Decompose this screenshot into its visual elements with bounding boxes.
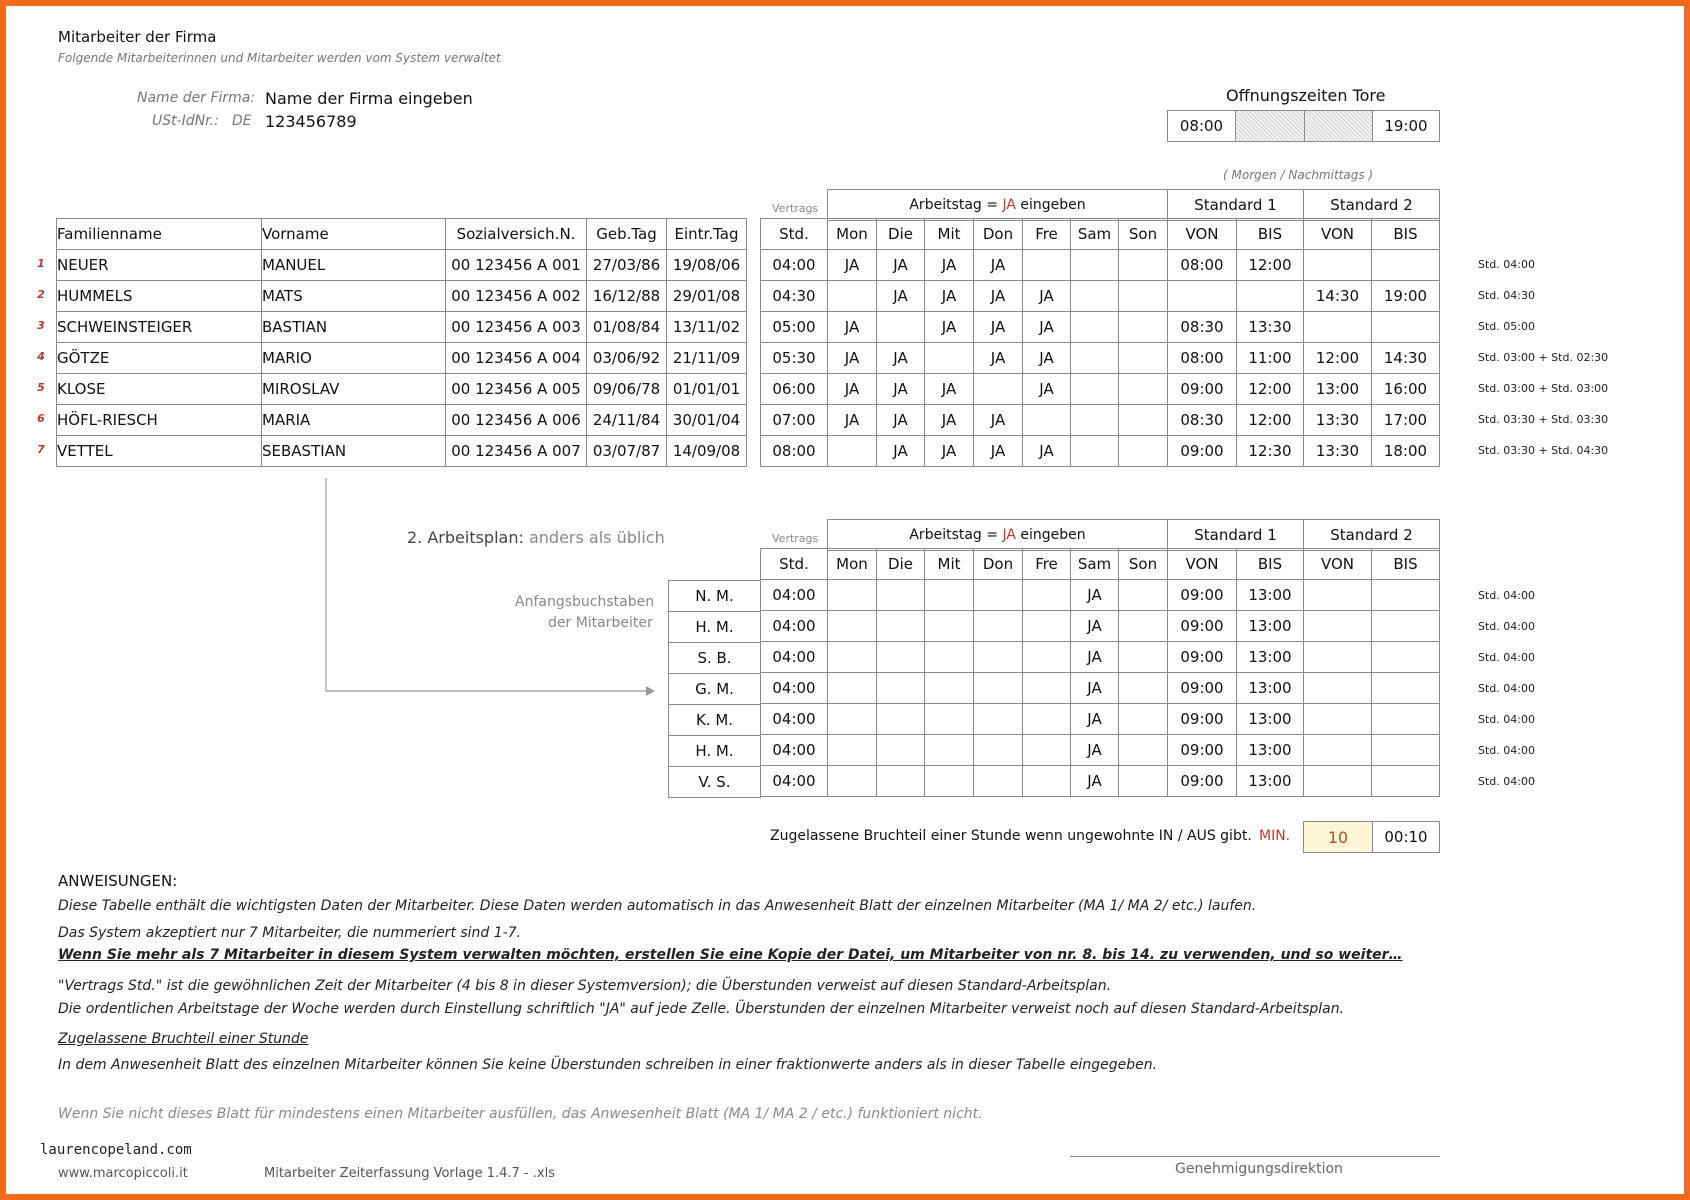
schedule2-cell-bis1[interactable]: 13:00 (1237, 580, 1304, 611)
schedule2-cell-son[interactable] (1119, 611, 1168, 642)
initials-cell[interactable]: H. M. (669, 736, 761, 767)
schedule-cell-std[interactable]: 07:00 (761, 405, 828, 436)
schedule2-cell-bis2[interactable] (1372, 766, 1440, 797)
row-hours-note: Std. 04:30 (1478, 289, 1535, 302)
vertrags-label: Vertrags (772, 202, 819, 215)
schedule2-cell-sam[interactable]: JA (1071, 766, 1119, 797)
schedule-cell-bis1[interactable]: 12:00 (1237, 405, 1304, 436)
plan2-title: 2. Arbeitsplan: (407, 528, 524, 547)
schedule2-cell-von1[interactable]: 09:00 (1168, 642, 1237, 673)
row-hours-note: Std. 04:00 (1478, 713, 1535, 726)
schedule-cell-don[interactable]: JA (974, 436, 1023, 467)
schedule-cell-mon[interactable]: JA (828, 374, 877, 405)
schedule2-cell-bis2[interactable] (1372, 580, 1440, 611)
schedule2-cell-mon[interactable] (828, 611, 877, 642)
schedule-cell-von1[interactable]: 09:00 (1168, 436, 1237, 467)
schedule2-cell-die[interactable] (877, 673, 925, 704)
employee-familienname[interactable]: HÖFL-RIESCH (57, 405, 262, 436)
schedule-cell-bis1[interactable]: 12:30 (1237, 436, 1304, 467)
gates-open-field[interactable]: 08:00 (1168, 111, 1236, 142)
schedule-cell-die[interactable]: JA (877, 281, 925, 312)
schedule2-cell-sam[interactable]: JA (1071, 704, 1119, 735)
employee-sozial[interactable]: 00 123456 A 007 (446, 436, 587, 467)
schedule-cell-von2[interactable]: 14:30 (1304, 281, 1372, 312)
schedule2-cell-son[interactable] (1119, 735, 1168, 766)
col-fre: Fre (1023, 219, 1071, 250)
schedule2-cell-bis1[interactable]: 13:00 (1237, 766, 1304, 797)
employee-familienname[interactable]: NEUER (57, 250, 262, 281)
schedule2-cell-fre[interactable] (1023, 611, 1071, 642)
signature-line (1070, 1156, 1440, 1157)
employee-eintr[interactable]: 21/11/09 (667, 343, 747, 374)
col-familienname: Familienname (57, 219, 262, 250)
employee-vorname[interactable]: BASTIAN (262, 312, 446, 343)
schedule2-cell-sam[interactable]: JA (1071, 642, 1119, 673)
schedule2-cell-bis2[interactable] (1372, 704, 1440, 735)
row-number: 4 (37, 350, 45, 363)
col-sozial: Sozialversich.N. (446, 219, 587, 250)
schedule2-cell-von1[interactable]: 09:00 (1168, 673, 1237, 704)
schedule2-cell-die[interactable] (877, 704, 925, 735)
col-bis1: BIS (1237, 219, 1304, 250)
employee-familienname[interactable]: HUMMELS (57, 281, 262, 312)
approval-label: Genehmigungsdirektion (1175, 1161, 1343, 1177)
standard2-header: Standard 2 (1304, 190, 1440, 221)
initials-label1: Anfangsbuchstaben (515, 594, 655, 610)
employee-eintr[interactable]: 30/01/04 (667, 405, 747, 436)
row-hours-note: Std. 04:00 (1478, 258, 1535, 271)
schedule2-cell-von1[interactable]: 09:00 (1168, 580, 1237, 611)
schedule-cell-bis1[interactable]: 12:00 (1237, 250, 1304, 281)
schedule2-cell-don[interactable] (974, 673, 1023, 704)
schedule2-cell-fre[interactable] (1023, 642, 1071, 673)
schedule-cell-von1[interactable]: 08:30 (1168, 405, 1237, 436)
instruction-warning: Wenn Sie nicht dieses Blatt für mindestens einen Mitarbeiter ausfüllen, das Anwesenheit Blatt (MA 1/ MA 2 / etc.) funktioniert nicht. (58, 1106, 983, 1122)
schedule2-cell-bis1[interactable]: 13:00 (1237, 673, 1304, 704)
instruction-line: In dem Anwesenheit Blatt des einzelnen Mitarbeiter können Sie keine Überstunden schreiben in einer fraktionwerte anders als in dieser Tabelle eingegeben. (58, 1057, 1158, 1073)
row-hours-note: Std. 04:00 (1478, 620, 1535, 633)
schedule-cell-bis2[interactable]: 14:30 (1372, 343, 1440, 374)
row-number: 7 (37, 443, 45, 456)
fraction-label: Zugelassene Bruchteil einer Stunde wenn ungewohnte IN / AUS gibt. (770, 828, 1252, 844)
schedule2-cell-bis1[interactable]: 13:00 (1237, 704, 1304, 735)
schedule2-cell-von1[interactable]: 09:00 (1168, 735, 1237, 766)
footer-template: Mitarbeiter Zeiterfassung Vorlage 1.4.7 - .xls (264, 1166, 555, 1181)
employee-vorname[interactable]: MARIA (262, 405, 446, 436)
schedule2-cell-don[interactable] (974, 611, 1023, 642)
schedule-cell-std[interactable]: 08:00 (761, 436, 828, 467)
employee-sozial[interactable]: 00 123456 A 002 (446, 281, 587, 312)
schedule2-cell-von2[interactable] (1304, 580, 1372, 611)
schedule2-cell-bis2[interactable] (1372, 735, 1440, 766)
schedule-cell-mon[interactable]: JA (828, 343, 877, 374)
schedule-cell-bis1[interactable]: 11:00 (1237, 343, 1304, 374)
schedule2-cell-mit[interactable] (925, 611, 974, 642)
vat-field[interactable]: 123456789 (265, 112, 357, 131)
schedule-cell-die[interactable]: JA (877, 343, 925, 374)
schedule-cell-std[interactable]: 05:00 (761, 312, 828, 343)
schedule2-cell-mon[interactable] (828, 704, 877, 735)
schedule-cell-std[interactable]: 04:30 (761, 281, 828, 312)
schedule-cell-std[interactable]: 04:00 (761, 250, 828, 281)
row-hours-note: Std. 04:00 (1478, 682, 1535, 695)
schedule2-cell-bis2[interactable] (1372, 673, 1440, 704)
arbeitstag-ja: JA (1002, 197, 1016, 213)
employee-vorname[interactable]: MIROSLAV (262, 374, 446, 405)
initials-cell[interactable]: G. M. (669, 674, 761, 705)
col-sam: Sam (1071, 549, 1119, 580)
schedule-cell-bis1[interactable]: 12:00 (1237, 374, 1304, 405)
instruction-line: Das System akzeptiert nur 7 Mitarbeiter, die nummeriert sind 1-7. (58, 925, 522, 941)
vat-label: USt-IdNr.: (152, 113, 219, 129)
schedule2-cell-fre[interactable] (1023, 735, 1071, 766)
fraction-time-field: 00:10 (1373, 822, 1440, 853)
schedule-cell-fre[interactable]: JA (1023, 281, 1071, 312)
employee-familienname[interactable]: SCHWEINSTEIGER (57, 312, 262, 343)
employee-eintr[interactable]: 29/01/08 (667, 281, 747, 312)
schedule-cell-fre[interactable]: JA (1023, 343, 1071, 374)
footer-site[interactable]: www.marcopiccoli.it (58, 1166, 188, 1181)
schedule2-cell-von1[interactable]: 09:00 (1168, 704, 1237, 735)
row-hours-note: Std. 04:00 (1478, 775, 1535, 788)
schedule-cell-die[interactable]: JA (877, 250, 925, 281)
schedule2-cell-sam[interactable]: JA (1071, 735, 1119, 766)
schedule2-cell-mon[interactable] (828, 735, 877, 766)
schedule2-cell-die[interactable] (877, 735, 925, 766)
row-hours-note: Std. 03:00 + Std. 03:00 (1478, 382, 1609, 395)
schedule2-cell-don[interactable] (974, 580, 1023, 611)
standard1-header-2: Standard 1 (1168, 520, 1304, 551)
schedule-cell-von2[interactable]: 13:30 (1304, 405, 1372, 436)
schedule2-cell-von2[interactable] (1304, 766, 1372, 797)
gates-note: ( Morgen / Nachmittags ) (1223, 168, 1374, 182)
schedule2-cell-von2[interactable] (1304, 704, 1372, 735)
schedule2-cell-son[interactable] (1119, 766, 1168, 797)
col-von1: VON (1168, 549, 1237, 580)
schedule-cell-std[interactable]: 06:00 (761, 374, 828, 405)
schedule2-cell-mit[interactable] (925, 704, 974, 735)
schedule2-cell-von2[interactable] (1304, 735, 1372, 766)
arbeitstag-header-2 (828, 520, 1168, 551)
schedule-cell-von2[interactable]: 12:00 (1304, 343, 1372, 374)
schedule-cell-von2[interactable]: 13:00 (1304, 374, 1372, 405)
col-fre: Fre (1023, 549, 1071, 580)
schedule2-cell-mit[interactable] (925, 766, 974, 797)
schedule2-cell-std[interactable]: 04:00 (761, 611, 828, 642)
schedule-cell-don[interactable]: JA (974, 312, 1023, 343)
employee-geb[interactable]: 16/12/88 (587, 281, 667, 312)
col-die: Die (877, 549, 925, 580)
row-hours-note: Std. 03:30 + Std. 03:30 (1478, 413, 1609, 426)
employee-geb[interactable]: 09/06/78 (587, 374, 667, 405)
schedule2-cell-die[interactable] (877, 611, 925, 642)
row-number: 5 (37, 381, 45, 394)
col-don: Don (974, 549, 1023, 580)
row-number: 2 (37, 288, 45, 301)
employee-sozial[interactable]: 00 123456 A 005 (446, 374, 587, 405)
employee-eintr[interactable]: 13/11/02 (667, 312, 747, 343)
schedule2-cell-mon[interactable] (828, 642, 877, 673)
schedule-table-2 (760, 548, 1440, 797)
col-eintr: Eintr.Tag (667, 219, 747, 250)
schedule2-cell-son[interactable] (1119, 580, 1168, 611)
schedule-cell-bis2[interactable]: 17:00 (1372, 405, 1440, 436)
schedule-cell-von1[interactable]: 08:30 (1168, 312, 1237, 343)
row-number: 3 (37, 319, 45, 332)
row-hours-note: Std. 03:00 + Std. 02:30 (1478, 351, 1609, 364)
schedule2-cell-std[interactable]: 04:00 (761, 673, 828, 704)
employee-sozial[interactable]: 00 123456 A 001 (446, 250, 587, 281)
arbeitstag-pre: Arbeitstag = (909, 527, 999, 543)
employee-familienname[interactable]: KLOSE (57, 374, 262, 405)
initials-cell[interactable]: V. S. (669, 767, 761, 798)
schedule-cell-fre[interactable]: JA (1023, 436, 1071, 467)
schedule2-cell-std[interactable]: 04:00 (761, 642, 828, 673)
schedule2-cell-mon[interactable] (828, 580, 877, 611)
schedule2-cell-std[interactable]: 04:00 (761, 735, 828, 766)
row-hours-note: Std. 04:00 (1478, 589, 1535, 602)
employee-vorname[interactable]: SEBASTIAN (262, 436, 446, 467)
schedule2-cell-bis2[interactable] (1372, 642, 1440, 673)
schedule2-cell-bis1[interactable]: 13:00 (1237, 735, 1304, 766)
fraction-table (1303, 821, 1440, 853)
col-std: Std. (761, 549, 828, 580)
initials-cell[interactable]: N. M. (669, 581, 761, 612)
schedule2-cell-mon[interactable] (828, 766, 877, 797)
schedule-cell-die[interactable]: JA (877, 405, 925, 436)
schedule2-cell-mit[interactable] (925, 580, 974, 611)
schedule2-cell-von2[interactable] (1304, 642, 1372, 673)
schedule-cell-von1[interactable]: 08:00 (1168, 343, 1237, 374)
col-von1: VON (1168, 219, 1237, 250)
employee-vorname[interactable]: MATS (262, 281, 446, 312)
initials-cell[interactable]: S. B. (669, 643, 761, 674)
schedule-cell-mon[interactable]: JA (828, 405, 877, 436)
row-hours-note: Std. 05:00 (1478, 320, 1535, 333)
employee-sozial[interactable]: 00 123456 A 004 (446, 343, 587, 374)
page-title: Mitarbeiter der Firma (58, 28, 217, 46)
table2-group-header (827, 519, 1440, 551)
col-bis1: BIS (1237, 549, 1304, 580)
initials-cell[interactable]: H. M. (669, 612, 761, 643)
col-mit: Mit (925, 549, 974, 580)
gates-close-field[interactable]: 19:00 (1373, 111, 1440, 142)
instruction-line: Diese Tabelle enthält die wichtigsten Daten der Mitarbeiter. Diese Daten werden automatisch in das Anwesenheit Blatt der einzelnen Mitarbeiter (MA 1/ MA 2/ etc.) laufen. (58, 898, 1257, 914)
col-son: Son (1119, 219, 1168, 250)
schedule-cell-von1[interactable]: 08:00 (1168, 250, 1237, 281)
employee-vorname[interactable]: MANUEL (262, 250, 446, 281)
schedule2-cell-die[interactable] (877, 766, 925, 797)
schedule-cell-von1[interactable]: 09:00 (1168, 374, 1237, 405)
schedule-cell-mon[interactable]: JA (828, 312, 877, 343)
schedule-cell-bis2[interactable]: 16:00 (1372, 374, 1440, 405)
schedule-cell-bis1[interactable]: 13:30 (1237, 312, 1304, 343)
schedule-cell-fre[interactable]: JA (1023, 374, 1071, 405)
instructions-heading: ANWEISUNGEN: (58, 872, 178, 890)
schedule-cell-mit[interactable]: JA (925, 250, 974, 281)
schedule-cell-don[interactable]: JA (974, 281, 1023, 312)
employee-familienname[interactable]: GÖTZE (57, 343, 262, 374)
vertrags-label-2: Vertrags (772, 532, 819, 545)
initials-table (668, 580, 761, 798)
schedule-cell-fre[interactable]: JA (1023, 312, 1071, 343)
standard2-header-2: Standard 2 (1304, 520, 1440, 551)
schedule2-cell-bis1[interactable]: 13:00 (1237, 611, 1304, 642)
schedule-cell-don[interactable]: JA (974, 343, 1023, 374)
col-mon: Mon (828, 549, 877, 580)
employee-geb[interactable]: 27/03/86 (587, 250, 667, 281)
schedule2-cell-std[interactable]: 04:00 (761, 704, 828, 735)
col-mon: Mon (828, 219, 877, 250)
col-bis2: BIS (1372, 549, 1440, 580)
schedule2-cell-bis2[interactable] (1372, 611, 1440, 642)
schedule-cell-mon[interactable]: JA (828, 250, 877, 281)
schedule2-cell-mit[interactable] (925, 735, 974, 766)
arbeitstag-pre: Arbeitstag = (909, 197, 999, 213)
schedule2-cell-don[interactable] (974, 766, 1023, 797)
schedule2-cell-mon[interactable] (828, 673, 877, 704)
schedule-cell-mit[interactable]: JA (925, 374, 974, 405)
company-name-label: Name der Firma: (137, 90, 256, 106)
schedule-cell-die[interactable]: JA (877, 436, 925, 467)
schedule2-cell-son[interactable] (1119, 642, 1168, 673)
instruction-line: "Vertrags Std." ist die gewöhnlichen Zeit der Mitarbeiter (4 bis 8 in dieser Systemversion); die Überstunden verweist auf diesen Standard-Arbeitsplan. (58, 978, 1112, 994)
row-number: 6 (37, 412, 45, 425)
employee-eintr[interactable]: 01/01/01 (667, 374, 747, 405)
schedule-cell-don[interactable]: JA (974, 405, 1023, 436)
schedule-cell-die[interactable]: JA (877, 374, 925, 405)
schedule-cell-mit[interactable]: JA (925, 405, 974, 436)
schedule2-cell-von1[interactable]: 09:00 (1168, 611, 1237, 642)
schedule2-cell-fre[interactable] (1023, 704, 1071, 735)
schedule-cell-don[interactable]: JA (974, 250, 1023, 281)
schedule2-cell-don[interactable] (974, 735, 1023, 766)
schedule2-cell-mit[interactable] (925, 642, 974, 673)
initials-label2: der Mitarbeiter (548, 615, 653, 631)
fraction-min-label: MIN. (1259, 828, 1291, 844)
schedule2-cell-don[interactable] (974, 642, 1023, 673)
arbeitstag-post: eingeben (1020, 527, 1086, 543)
col-die: Die (877, 219, 925, 250)
col-sam: Sam (1071, 219, 1119, 250)
schedule2-cell-von1[interactable]: 09:00 (1168, 766, 1237, 797)
schedule2-cell-von2[interactable] (1304, 611, 1372, 642)
schedule-cell-mit[interactable]: JA (925, 436, 974, 467)
instruction-line-bold: Wenn Sie mehr als 7 Mitarbeiter in diesem System verwalten möchten, erstellen Sie eine Kopie der Datei, um Mitarbeiter von nr. 8. bis 14. zu verwenden, und so weiter… (58, 947, 1403, 963)
vat-prefix: DE (232, 113, 252, 129)
employee-geb[interactable]: 01/08/84 (587, 312, 667, 343)
employee-familienname[interactable]: VETTEL (57, 436, 262, 467)
standard1-header: Standard 1 (1168, 190, 1304, 221)
company-name-field[interactable]: Name der Firma eingeben (265, 89, 473, 108)
schedule2-cell-don[interactable] (974, 704, 1023, 735)
schedule2-cell-sam[interactable]: JA (1071, 673, 1119, 704)
schedule2-cell-die[interactable] (877, 642, 925, 673)
schedule2-cell-std[interactable]: 04:00 (761, 766, 828, 797)
employee-geb[interactable]: 03/07/87 (587, 436, 667, 467)
col-von2: VON (1304, 549, 1372, 580)
arbeitstag-ja: JA (1002, 527, 1016, 543)
schedule-cell-std[interactable]: 05:30 (761, 343, 828, 374)
row-hours-note: Std. 04:00 (1478, 651, 1535, 664)
employee-geb[interactable]: 03/06/92 (587, 343, 667, 374)
row-hours-note: Std. 03:30 + Std. 04:30 (1478, 444, 1609, 457)
schedule2-cell-std[interactable]: 04:00 (761, 580, 828, 611)
instruction-line: Die ordentlichen Arbeitstage der Woche werden durch Einstellung schriftlich "JA" auf jede Zelle. Überstunden der einzelnen Mitarbeiter verweist noch auf diesen Standard-Arbeitsplan. (58, 1001, 1345, 1017)
col-von2: VON (1304, 219, 1372, 250)
col-vorname: Vorname (262, 219, 446, 250)
schedule2-cell-die[interactable] (877, 580, 925, 611)
schedule2-cell-sam[interactable]: JA (1071, 611, 1119, 642)
initials-cell[interactable]: K. M. (669, 705, 761, 736)
fraction-min-field[interactable]: 10 (1304, 822, 1373, 853)
col-geb: Geb.Tag (587, 219, 667, 250)
page-subtitle: Folgende Mitarbeiterinnen und Mitarbeiter werden vom System verwaltet (58, 51, 501, 65)
employee-eintr[interactable]: 19/08/06 (667, 250, 747, 281)
schedule2-cell-son[interactable] (1119, 704, 1168, 735)
col-bis2: BIS (1372, 219, 1440, 250)
schedule2-cell-von2[interactable] (1304, 673, 1372, 704)
instruction-subheading: Zugelassene Bruchteil einer Stunde (58, 1031, 309, 1047)
arbeitstag-post: eingeben (1020, 197, 1086, 213)
schedule-cell-bis2[interactable]: 18:00 (1372, 436, 1440, 467)
employee-vorname[interactable]: MARIO (262, 343, 446, 374)
watermark: laurencopeland.com (40, 1142, 192, 1158)
schedule-cell-mit[interactable]: JA (925, 312, 974, 343)
employee-eintr[interactable]: 14/09/08 (667, 436, 747, 467)
schedule-cell-bis2[interactable]: 19:00 (1372, 281, 1440, 312)
row-number: 1 (37, 257, 45, 270)
schedule2-cell-fre[interactable] (1023, 766, 1071, 797)
employee-geb[interactable]: 24/11/84 (587, 405, 667, 436)
col-son: Son (1119, 549, 1168, 580)
schedule-cell-von2[interactable]: 13:30 (1304, 436, 1372, 467)
plan2-sub: anders als üblich (528, 528, 665, 547)
employee-sozial[interactable]: 00 123456 A 003 (446, 312, 587, 343)
col-mit: Mit (925, 219, 974, 250)
employee-sozial[interactable]: 00 123456 A 006 (446, 405, 587, 436)
plan2-label (407, 528, 665, 547)
schedule2-cell-bis1[interactable]: 13:00 (1237, 642, 1304, 673)
schedule2-cell-sam[interactable]: JA (1071, 580, 1119, 611)
schedule2-cell-mit[interactable] (925, 673, 974, 704)
schedule2-cell-fre[interactable] (1023, 580, 1071, 611)
col-std: Std. (761, 219, 828, 250)
gates-title: Offnungszeiten Tore (1226, 86, 1386, 105)
col-don: Don (974, 219, 1023, 250)
schedule2-cell-fre[interactable] (1023, 673, 1071, 704)
schedule2-cell-son[interactable] (1119, 673, 1168, 704)
schedule-cell-mit[interactable]: JA (925, 281, 974, 312)
row-hours-note: Std. 04:00 (1478, 744, 1535, 757)
